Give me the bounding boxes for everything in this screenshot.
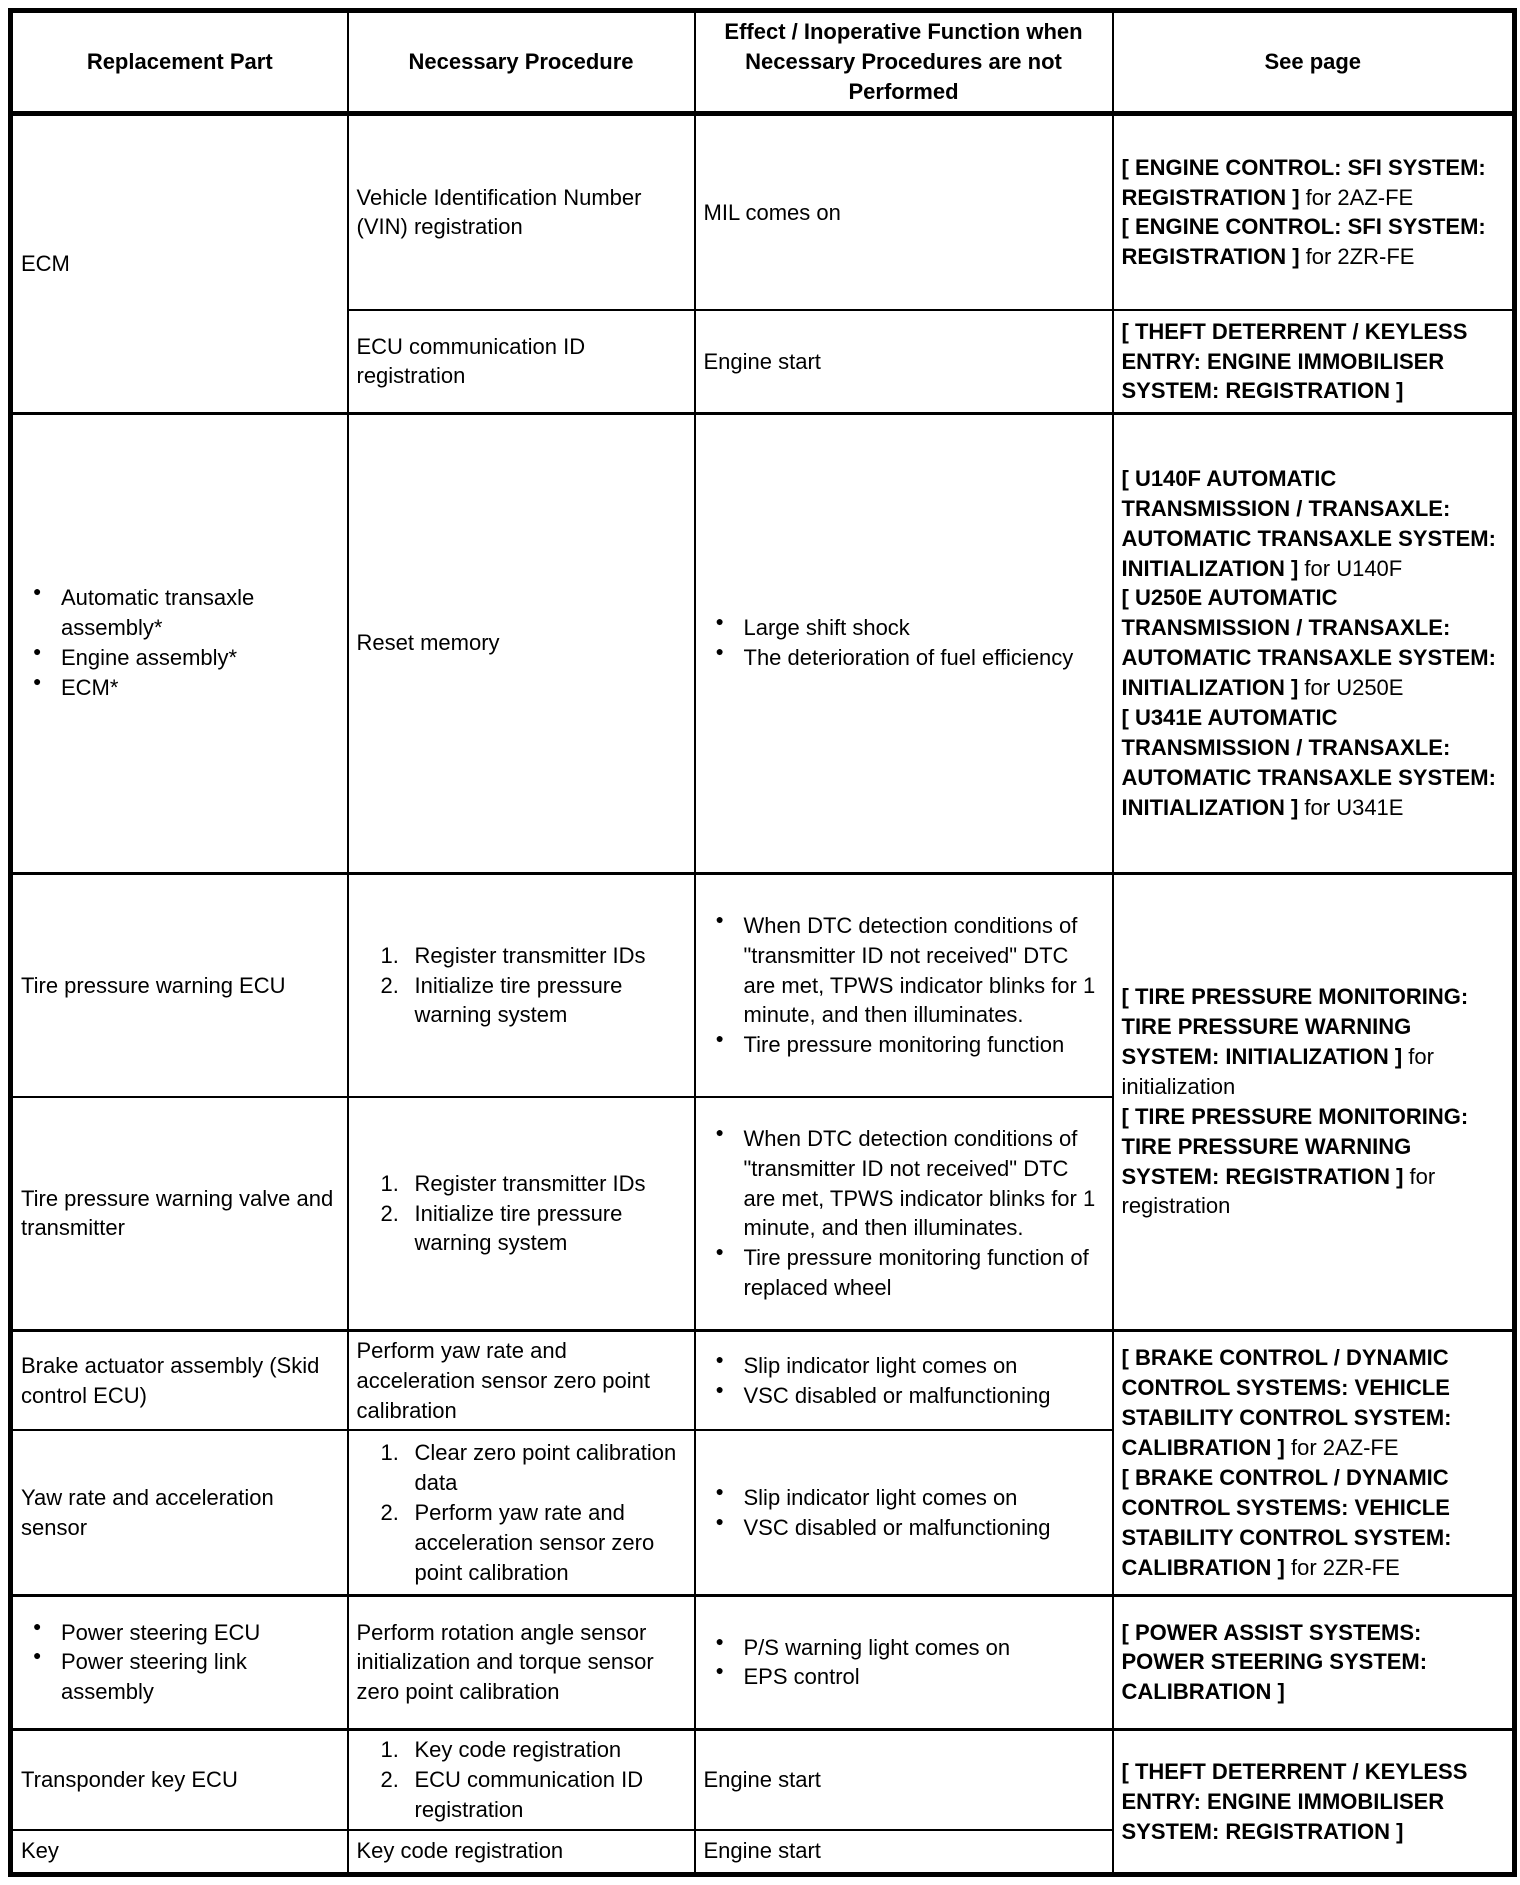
procedure-cell [348,1097,695,1330]
bullet-icon: ● [715,1243,724,1260]
list-item [704,1030,1104,1060]
see-page-reference [1122,1757,1505,1847]
reference-suffix: for U250E [1298,675,1404,701]
list-item-text: Key code registration [414,1736,622,1762]
step-number: 1. [380,942,399,968]
reference-title: [ U140F AUTOMATIC TRANSMISSION / TRANSAXLE: AUTOMATIC TRANSAXLE SYSTEM: INITIALIZATION ] [1121,465,1496,581]
procedure-cell [348,1430,695,1595]
bullet-icon: ● [715,613,724,630]
part-cell: Transponder key ECU [11,1729,348,1829]
see-page-reference [1122,1343,1505,1463]
step-number: 2. [380,1200,399,1226]
list-item [704,1513,1104,1543]
part-cell: ECM [11,113,348,413]
procedure-cell: ECU communication ID registration [348,310,695,413]
list-item-text: Register transmitter IDs [414,1170,646,1196]
bullet-icon: ● [33,1617,42,1634]
part-cell: Tire pressure warning ECU [11,873,348,1097]
reference-title: [ U341E AUTOMATIC TRANSMISSION / TRANSAXLE: AUTOMATIC TRANSAXLE SYSTEM: INITIALIZATION ] [1121,705,1496,820]
part-cell: Tire pressure warning valve and transmitter [11,1097,348,1330]
table-row [11,1729,1515,1829]
list-item-text: ECU communication ID registration [414,1766,644,1822]
effect-cell [695,1330,1113,1430]
see-page-reference [1122,703,1505,823]
reference-suffix: for 2AZ-FE [1284,1434,1399,1460]
bullet-icon: ● [715,1482,724,1499]
column-header-replacement-part: Replacement Part [11,11,348,114]
list-item [21,1618,339,1648]
table-row [11,1330,1515,1430]
effect-cell [695,873,1113,1097]
table-row [11,873,1515,1097]
see-page-reference [1122,153,1505,213]
reference-suffix: for initialization [1121,1043,1434,1099]
effect-cell: Engine start [695,1729,1113,1829]
list-item [357,1735,686,1765]
procedure-cell: Vehicle Identification Number (VIN) registration [348,113,695,310]
see-page-reference [1122,982,1505,1102]
see-page-cell [1113,1595,1515,1729]
see-page-reference [1122,212,1505,272]
part-cell [11,413,348,873]
list-item-text: Power steering link assembly [61,1649,247,1705]
see-page-cell [1113,1729,1515,1874]
step-number: 1. [380,1439,399,1465]
see-page-cell [1113,113,1515,310]
procedure-cell: Reset memory [348,413,695,873]
table-row [11,1595,1515,1729]
reference-title: [ TIRE PRESSURE MONITORING: TIRE PRESSURE WARNING SYSTEM: INITIALIZATION ] [1121,984,1469,1069]
list-item-text: Large shift shock [743,615,910,641]
list-item-text: P/S warning light comes on [743,1634,1011,1660]
list-item [704,1662,1104,1692]
reference-suffix: for 2ZR-FE [1284,1554,1400,1580]
bullet-icon: ● [33,583,42,600]
list-item [704,1351,1104,1381]
list-item-text: Clear zero point calibration data [414,1439,677,1495]
list-item-text: EPS control [743,1664,860,1690]
step-number: 2. [380,1499,399,1525]
effect-cell: Engine start [695,1830,1113,1875]
reference-suffix: for 2AZ-FE [1299,184,1414,210]
reference-title: [ ENGINE CONTROL: SFI SYSTEM: REGISTRATION ] [1121,154,1486,210]
procedure-cell [348,1729,695,1829]
list-item [21,643,339,673]
procedure-cell: Perform rotation angle sensor initialization and torque sensor zero point calibration [348,1595,695,1729]
part-cell [11,1595,348,1729]
list-item [357,1169,686,1199]
reference-title: [ BRAKE CONTROL / DYNAMIC CONTROL SYSTEMS: VEHICLE STABILITY CONTROL SYSTEM: CALIBRATION ] [1121,1345,1452,1460]
list-item [21,583,339,643]
step-number: 2. [380,1766,399,1792]
list-item [357,941,686,971]
see-page-reference [1122,583,1505,703]
table-row [11,413,1515,873]
reference-suffix: for registration [1121,1163,1436,1219]
procedure-cell [348,873,695,1097]
list-item [21,1647,339,1707]
bullet-icon: ● [715,643,724,660]
column-header-see-page: See page [1113,11,1515,114]
see-page-cell [1113,413,1515,873]
list-item-text: Slip indicator light comes on [743,1352,1018,1378]
list-item [21,673,339,703]
bullet-icon: ● [715,1662,724,1679]
list-item-text: Slip indicator light comes on [743,1484,1018,1510]
see-page-reference [1122,464,1505,584]
step-number: 2. [380,972,399,998]
procedure-cell: Key code registration [348,1830,695,1875]
reference-title: [ POWER ASSIST SYSTEMS: POWER STEERING SYSTEM: CALIBRATION ] [1121,1619,1428,1705]
see-page-cell [1113,310,1515,413]
list-item [704,911,1104,1031]
reference-suffix: for 2ZR-FE [1299,244,1415,270]
list-item [357,971,686,1031]
step-number: 1. [380,1170,399,1196]
replacement-procedures-table [8,8,1517,1877]
list-item-text: Perform yaw rate and acceleration sensor zero point calibration [414,1499,655,1585]
see-page-cell [1113,1330,1515,1595]
list-item-text: The deterioration of fuel efficiency [743,645,1074,671]
list-item [704,1483,1104,1513]
column-header-effect: Effect / Inoperative Function when Necessary Procedures are not Performed [695,11,1113,114]
list-item [704,1381,1104,1411]
effect-cell [695,1595,1113,1729]
bullet-icon: ● [715,1350,724,1367]
reference-suffix: for U140F [1298,555,1403,581]
list-item-text: When DTC detection conditions of "transmitter ID not received" DTC are met, TPWS indicator blinks for 1 minute, and then illuminates. [743,912,1096,1028]
reference-suffix: for U341E [1298,794,1404,820]
reference-title: [ TIRE PRESSURE MONITORING: TIRE PRESSURE WARNING SYSTEM: REGISTRATION ] [1121,1103,1469,1189]
list-item-text: VSC disabled or malfunctioning [743,1514,1051,1540]
part-cell: Brake actuator assembly (Skid control ECU) [11,1330,348,1430]
see-page-reference [1122,1102,1505,1222]
bullet-icon: ● [715,1380,724,1397]
list-item-text: Engine assembly* [61,645,238,671]
reference-title: [ U250E AUTOMATIC TRANSMISSION / TRANSAXLE: AUTOMATIC TRANSAXLE SYSTEM: INITIALIZATION ] [1121,585,1496,701]
part-cell: Key [11,1830,348,1875]
effect-cell [695,1430,1113,1595]
effect-cell [695,413,1113,873]
effect-cell: MIL comes on [695,113,1113,310]
see-page-reference [1122,1463,1505,1583]
header-row [11,11,1515,114]
bullet-icon: ● [33,643,42,660]
procedure-cell: Perform yaw rate and acceleration sensor zero point calibration [348,1330,695,1430]
list-item-text: Automatic transaxle assembly* [61,585,255,641]
list-item-text: ECM* [61,675,119,701]
bullet-icon: ● [33,1647,42,1664]
list-item [704,1633,1104,1663]
list-item-text: Register transmitter IDs [414,942,646,968]
reference-title: [ THEFT DETERRENT / KEYLESS ENTRY: ENGINE IMMOBILISER SYSTEM: REGISTRATION ] [1121,1758,1468,1844]
list-item [704,1243,1104,1303]
step-number: 1. [380,1736,399,1762]
list-item [357,1438,686,1498]
reference-title: [ ENGINE CONTROL: SFI SYSTEM: REGISTRATION ] [1121,214,1486,270]
effect-cell [695,1097,1113,1330]
see-page-reference [1122,1618,1505,1708]
list-item [357,1199,686,1259]
column-header-necessary-procedure: Necessary Procedure [348,11,695,114]
effect-cell: Engine start [695,310,1113,413]
list-item-text: Power steering ECU [61,1619,261,1645]
list-item-text: Initialize tire pressure warning system [414,972,623,1028]
list-item-text: Tire pressure monitoring function [743,1032,1065,1058]
bullet-icon: ● [715,910,724,927]
list-item-text: Tire pressure monitoring function of replaced wheel [743,1245,1089,1301]
list-item [357,1498,686,1588]
bullet-icon: ● [33,673,42,690]
list-item-text: Initialize tire pressure warning system [414,1200,623,1256]
list-item [704,643,1104,673]
bullet-icon: ● [715,1512,724,1529]
bullet-icon: ● [715,1030,724,1047]
list-item [704,1124,1104,1244]
list-item-text: When DTC detection conditions of "transmitter ID not received" DTC are met, TPWS indicator blinks for 1 minute, and then illuminates. [743,1125,1096,1241]
list-item [357,1765,686,1825]
bullet-icon: ● [715,1632,724,1649]
list-item-text: VSC disabled or malfunctioning [743,1382,1051,1408]
see-page-cell [1113,873,1515,1330]
bullet-icon: ● [715,1123,724,1140]
reference-title: [ BRAKE CONTROL / DYNAMIC CONTROL SYSTEMS: VEHICLE STABILITY CONTROL SYSTEM: CALIBRATION ] [1121,1464,1452,1580]
reference-title: [ THEFT DETERRENT / KEYLESS ENTRY: ENGINE IMMOBILISER SYSTEM: REGISTRATION ] [1121,318,1468,404]
see-page-reference [1122,317,1505,407]
table-row [11,113,1515,310]
part-cell: Yaw rate and acceleration sensor [11,1430,348,1595]
list-item [704,613,1104,643]
